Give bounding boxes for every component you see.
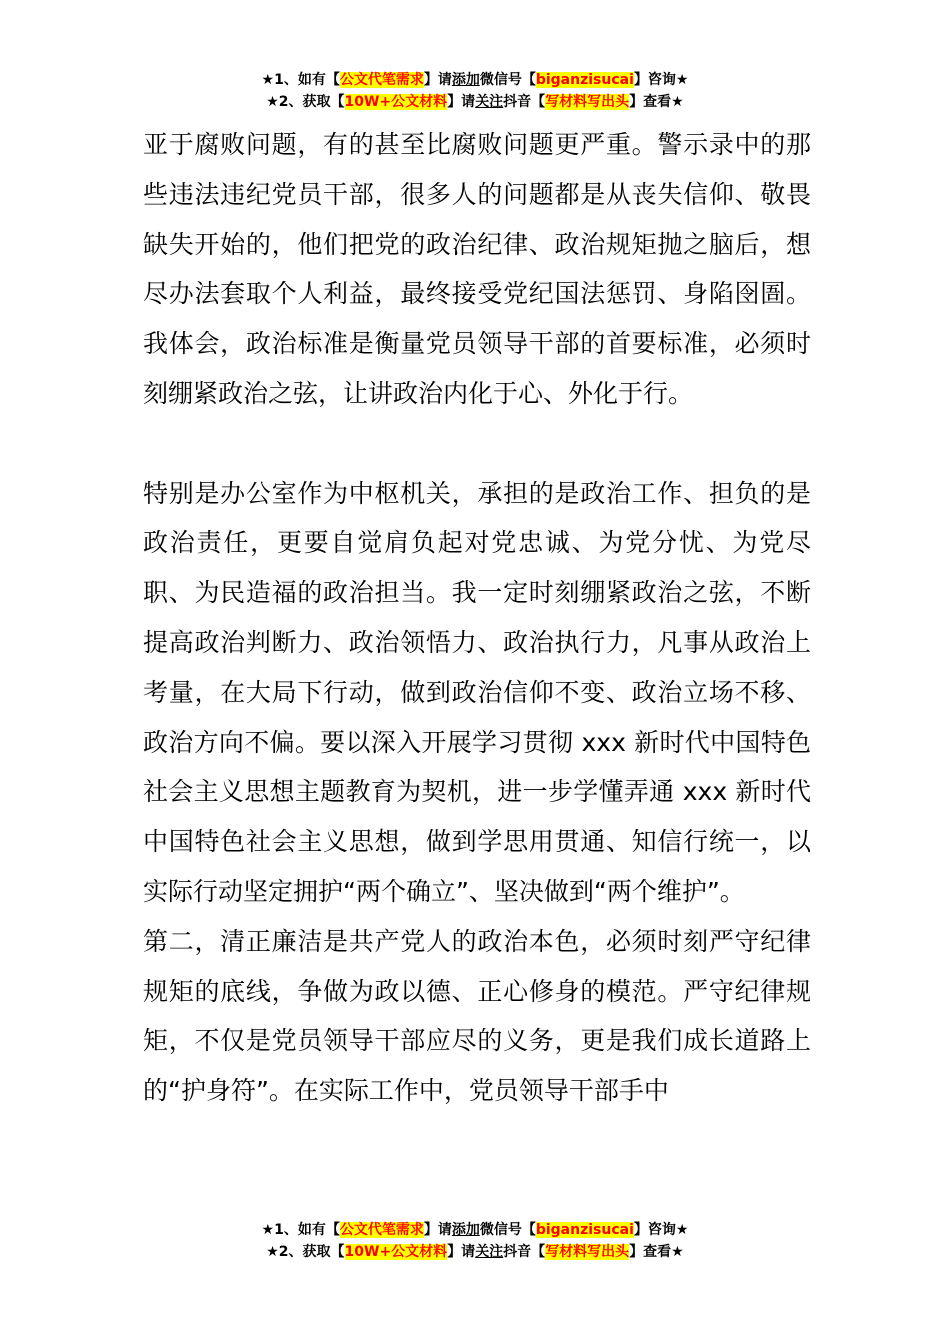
notice-text: ★2、获取【 bbox=[266, 1244, 345, 1260]
notice-line-1 bbox=[0, 70, 950, 92]
underlined-text: 关注 bbox=[475, 94, 504, 110]
notice-line-1 bbox=[0, 1220, 950, 1242]
notice-line-2 bbox=[0, 1242, 950, 1264]
header-notice bbox=[0, 70, 950, 114]
notice-text: ★2、获取【 bbox=[266, 94, 345, 110]
notice-text: 微信号【 bbox=[479, 1222, 536, 1238]
footer-notice bbox=[0, 1220, 950, 1264]
notice-text: 】咨询★ bbox=[633, 1222, 689, 1238]
notice-text: 微信号【 bbox=[479, 72, 536, 88]
paragraph-spacer bbox=[143, 419, 811, 469]
notice-text: 抖音【 bbox=[503, 94, 546, 110]
notice-text: 】请 bbox=[447, 94, 476, 110]
highlight-text: biganzisucai bbox=[535, 1222, 634, 1238]
notice-text: 抖音【 bbox=[503, 1244, 546, 1260]
underlined-text: 添加 bbox=[451, 72, 480, 88]
underlined-text: 添加 bbox=[451, 1222, 480, 1238]
document-body bbox=[143, 120, 811, 1116]
highlight-text: 写材料写出头 bbox=[545, 94, 630, 110]
highlight-text: 公文代笔需求 bbox=[339, 72, 424, 88]
notice-text: ★1、如有【 bbox=[261, 72, 340, 88]
notice-text: 】查看★ bbox=[629, 94, 684, 110]
underlined-text: 关注 bbox=[475, 1244, 504, 1260]
highlight-text: 写材料写出头 bbox=[545, 1244, 630, 1260]
paragraph: 亚于腐败问题，有的甚至比腐败问题更严重。警示录中的那些违法违纪党员干部，很多人的问题都是从丧失信仰、敬畏缺失开始的，他们把党的政治纪律、政治规矩抛之脑后，想尽办法套取个人利益，最终接受党纪国法惩罚、身陷囹圄。我体会，政治标准是衡量党员领导干部的首要标准，必须时刻绷紧政治之弦，让讲政治内化于心、外化于行。 bbox=[143, 130, 811, 408]
highlight-text: 公文代笔需求 bbox=[339, 1222, 424, 1238]
notice-line-2 bbox=[0, 92, 950, 114]
highlight-text: 10W+公文材料 bbox=[344, 94, 448, 110]
notice-text: 】查看★ bbox=[629, 1244, 684, 1260]
notice-text: 】咨询★ bbox=[633, 72, 689, 88]
highlight-text: biganzisucai bbox=[535, 72, 634, 88]
paragraph: 特别是办公室作为中枢机关，承担的是政治工作、担负的是政治责任，更要自觉肩负起对党忠诚、为党分忧、为党尽职、为民造福的政治担当。我一定时刻绷紧政治之弦，不断提高政治判断力、政治领悟力、政治执行力，凡事从政治上考量，在大局下行动，做到政治信仰不变、政治立场不移、政治方向不偏。要以深入开展学习贯彻 xxx 新时代中国特色社会主义思想主题教育为契机，进一步学懂弄通 xxx 新时代中国特色社会主义思想，做到学思用贯通、知信行统一，以实际行动坚定拥护“两个确立”、坚决做到“两个维护”。 bbox=[143, 478, 811, 906]
highlight-text: 10W+公文材料 bbox=[344, 1244, 448, 1260]
notice-text: ★1、如有【 bbox=[261, 1222, 340, 1238]
notice-text: 】请 bbox=[423, 72, 452, 88]
notice-text: 】请 bbox=[423, 1222, 452, 1238]
notice-text: 】请 bbox=[447, 1244, 476, 1260]
paragraph: 第二，清正廉洁是共产党人的政治本色，必须时刻严守纪律规矩的底线，争做为政以德、正心修身的模范。严守纪律规矩，不仅是党员领导干部应尽的义务，更是我们成长道路上的“护身符”。在实际工作中，党员领导干部手中 bbox=[143, 926, 811, 1106]
